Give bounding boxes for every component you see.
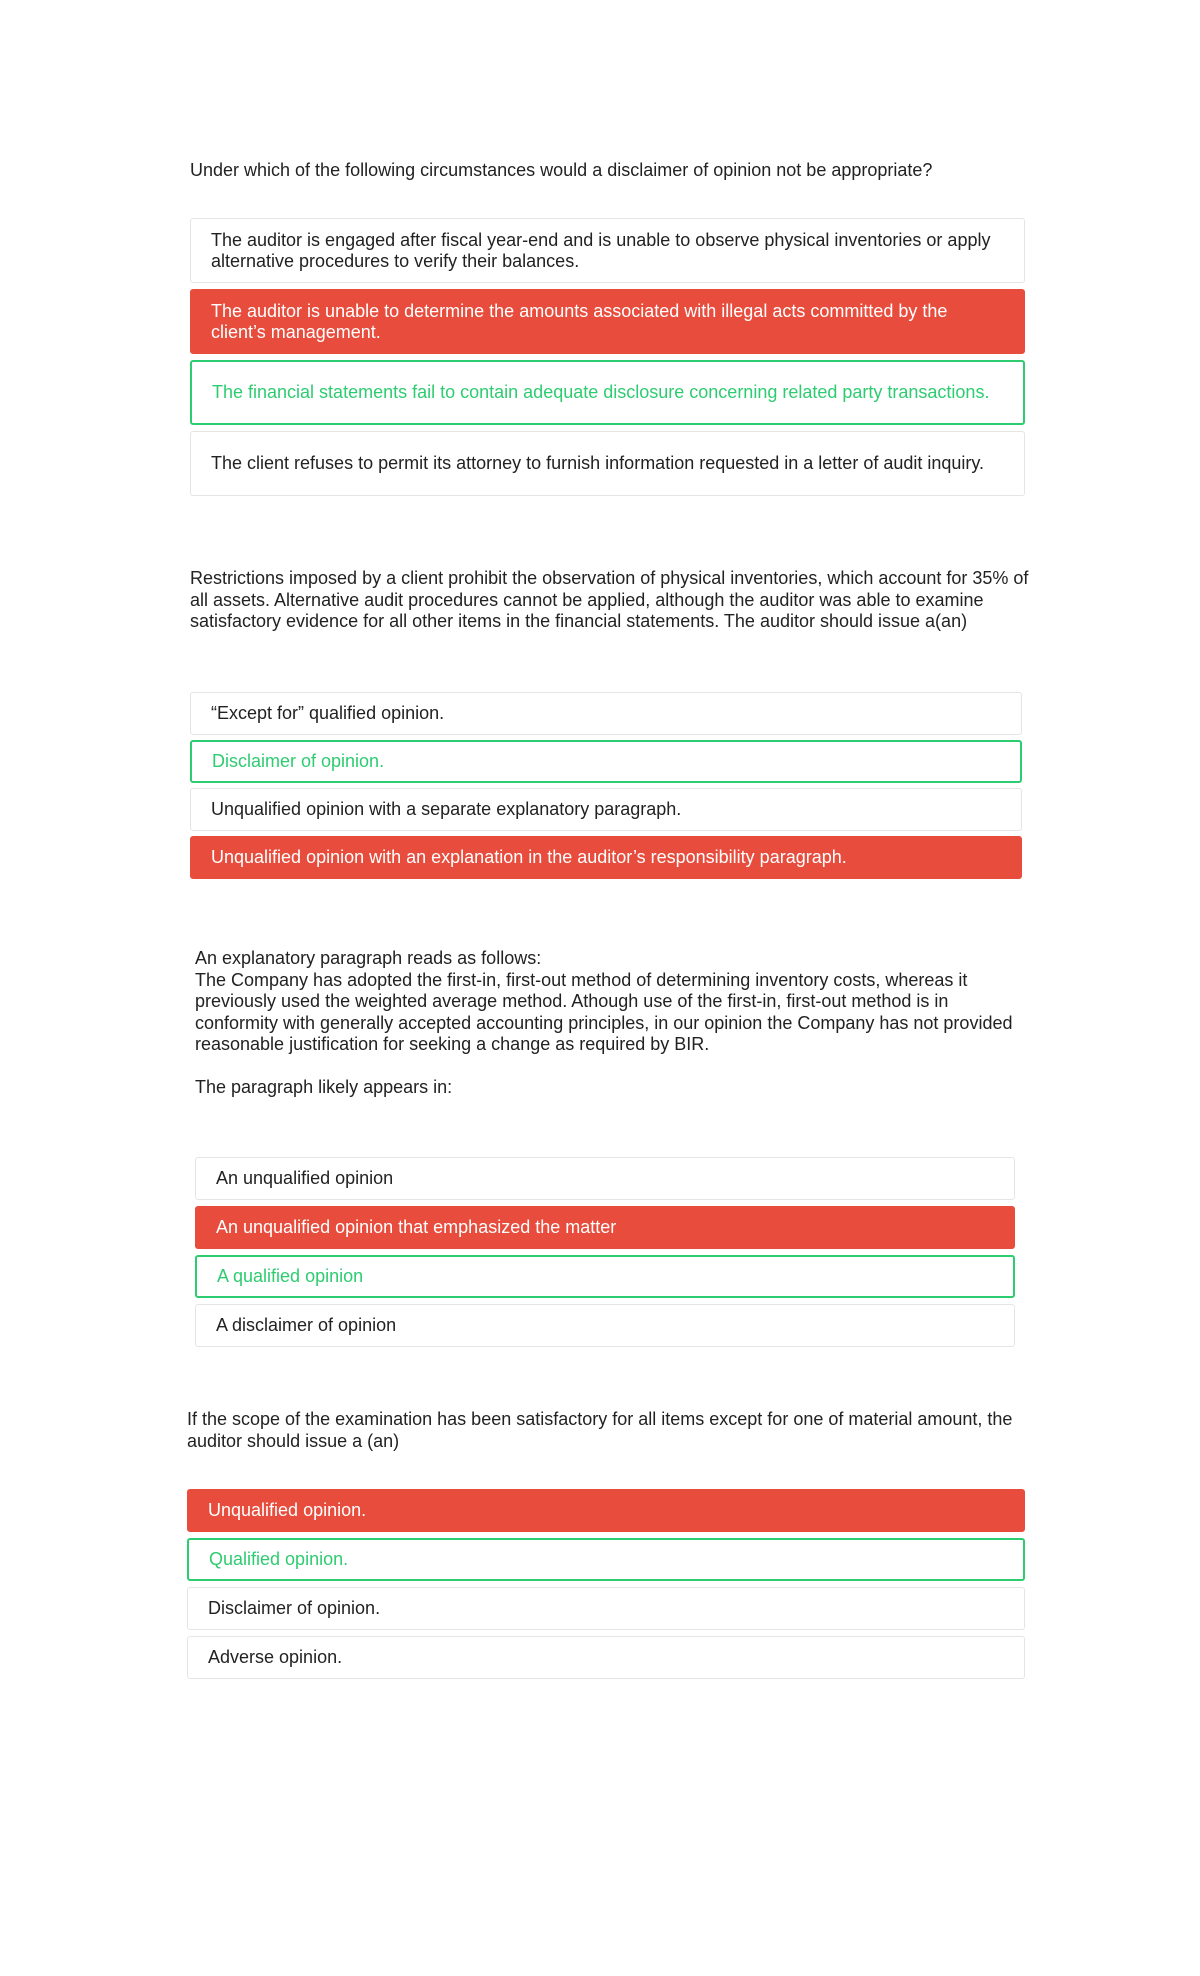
question-1-text: Under which of the following circumstances would a disclaimer of opinion not be appropriate? bbox=[190, 160, 933, 180]
question-2-options bbox=[190, 692, 1022, 879]
question-4-text: If the scope of the examination has been satisfactory for all items except for one of material amount, the auditor should issue a (an) bbox=[187, 1409, 1013, 1451]
question-4-option-c[interactable]: Disclaimer of opinion. bbox=[187, 1587, 1025, 1630]
question-1-options bbox=[190, 218, 1025, 496]
question-1-option-b[interactable]: The auditor is unable to determine the amounts associated with illegal acts committed by the client’s management. bbox=[190, 289, 1025, 354]
question-4-options bbox=[187, 1489, 1025, 1679]
question-4-option-d[interactable]: Adverse opinion. bbox=[187, 1636, 1025, 1679]
question-3-option-b[interactable]: An unqualified opinion that emphasized the matter bbox=[195, 1206, 1015, 1249]
question-3-option-d[interactable]: A disclaimer of opinion bbox=[195, 1304, 1015, 1347]
question-2-option-c[interactable]: Unqualified opinion with a separate explanatory paragraph. bbox=[190, 788, 1022, 831]
question-1-option-a[interactable]: The auditor is engaged after fiscal year-end and is unable to observe physical inventories or apply alternative procedures to verify their balances. bbox=[190, 218, 1025, 283]
question-2-option-d[interactable]: Unqualified opinion with an explanation in the auditor’s responsibility paragraph. bbox=[190, 836, 1022, 879]
question-1-option-c[interactable]: The financial statements fail to contain adequate disclosure concerning related party transactions. bbox=[190, 360, 1025, 425]
question-2-text: Restrictions imposed by a client prohibit the observation of physical inventories, which account for 35% of all assets. Alternative audit procedures cannot be applied, although the auditor was able to examine satisfactory evidence for all other items in the financial statements. The auditor should issue a(an) bbox=[190, 568, 1029, 631]
question-1-option-d[interactable]: The client refuses to permit its attorney to furnish information requested in a letter of audit inquiry. bbox=[190, 431, 1025, 496]
question-4-option-b[interactable]: Qualified opinion. bbox=[187, 1538, 1025, 1581]
question-4-option-a[interactable]: Unqualified opinion. bbox=[187, 1489, 1025, 1532]
question-2-option-a[interactable]: “Except for” qualified opinion. bbox=[190, 692, 1022, 735]
question-3-text: An explanatory paragraph reads as follows: The Company has adopted the first-in, first-out method of determining inventory costs, whereas it previously used the weighted average method. Athough use of the first-in, first-out method is in conformity with generally accepted accounting principles, in our opinion the Company has not provided reasonable justification for seeking a change as required by BIR. The paragraph likely appears in: bbox=[195, 948, 1013, 1097]
question-3-option-a[interactable]: An unqualified opinion bbox=[195, 1157, 1015, 1200]
question-3-options bbox=[195, 1157, 1015, 1347]
question-2-option-b[interactable]: Disclaimer of opinion. bbox=[190, 740, 1022, 783]
question-3-option-c[interactable]: A qualified opinion bbox=[195, 1255, 1015, 1298]
